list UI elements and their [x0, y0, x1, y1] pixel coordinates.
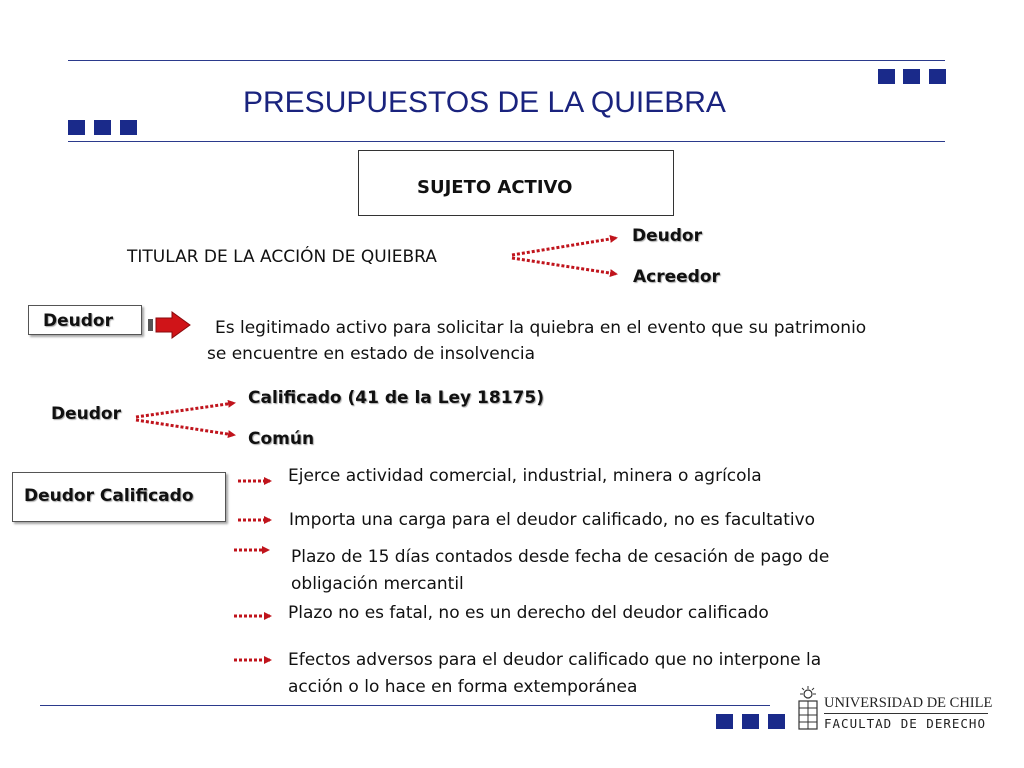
titular-fork-arrows — [512, 238, 616, 274]
page-title: PRESUPUESTOS DE LA QUIEBRA — [243, 86, 726, 119]
calificado-item-5-line2: acción o lo hace en forma extemporánea — [288, 677, 638, 697]
calificado-item-3-line1: Plazo de 15 días contados desde fecha de cesación de pago de — [291, 547, 830, 567]
titular-label: TITULAR DE LA ACCIÓN DE QUIEBRA — [127, 247, 437, 267]
calificado-item-2: Importa una carga para el deudor calificado, no es facultativo — [289, 510, 816, 530]
deudor-type-comun: Común — [248, 429, 315, 449]
calificado-item-1: Ejerce actividad comercial, industrial, minera o agrícola — [288, 466, 762, 486]
titular-target-deudor: Deudor — [632, 226, 702, 246]
calificado-item-4: Plazo no es fatal, no es un derecho del deudor calificado — [288, 603, 769, 623]
calificado-item-5-line1: Efectos adversos para el deudor calificado que no interpone la — [288, 650, 822, 670]
titular-target-acreedor: Acreedor — [633, 267, 720, 287]
item-bullet-arrows — [234, 481, 270, 660]
university-seal-icon — [796, 686, 820, 732]
university-logo — [796, 686, 996, 734]
calificado-item-3-line2: obligación mercantil — [291, 574, 464, 594]
sujeto-activo-label: SUJETO ACTIVO — [417, 177, 573, 198]
block-arrow-icon — [148, 312, 190, 338]
logo-faculty-name: FACULTAD DE DERECHO — [824, 716, 986, 731]
deudor-calificado-label: Deudor Calificado — [24, 486, 194, 506]
deudor-types-label: Deudor — [51, 404, 121, 424]
deudor-box-label: Deudor — [43, 311, 113, 331]
deudor-definition-line2: se encuentre en estado de insolvencia — [207, 344, 535, 364]
logo-divider — [824, 713, 988, 714]
deudor-type-calificado: Calificado (41 de la Ley 18175) — [248, 388, 544, 408]
logo-university-name: UNIVERSIDAD DE CHILE — [824, 695, 993, 711]
deudor-definition-line1: Es legitimado activo para solicitar la quiebra en el evento que su patrimonio — [215, 318, 867, 338]
deudor-types-fork-arrows — [136, 403, 234, 435]
